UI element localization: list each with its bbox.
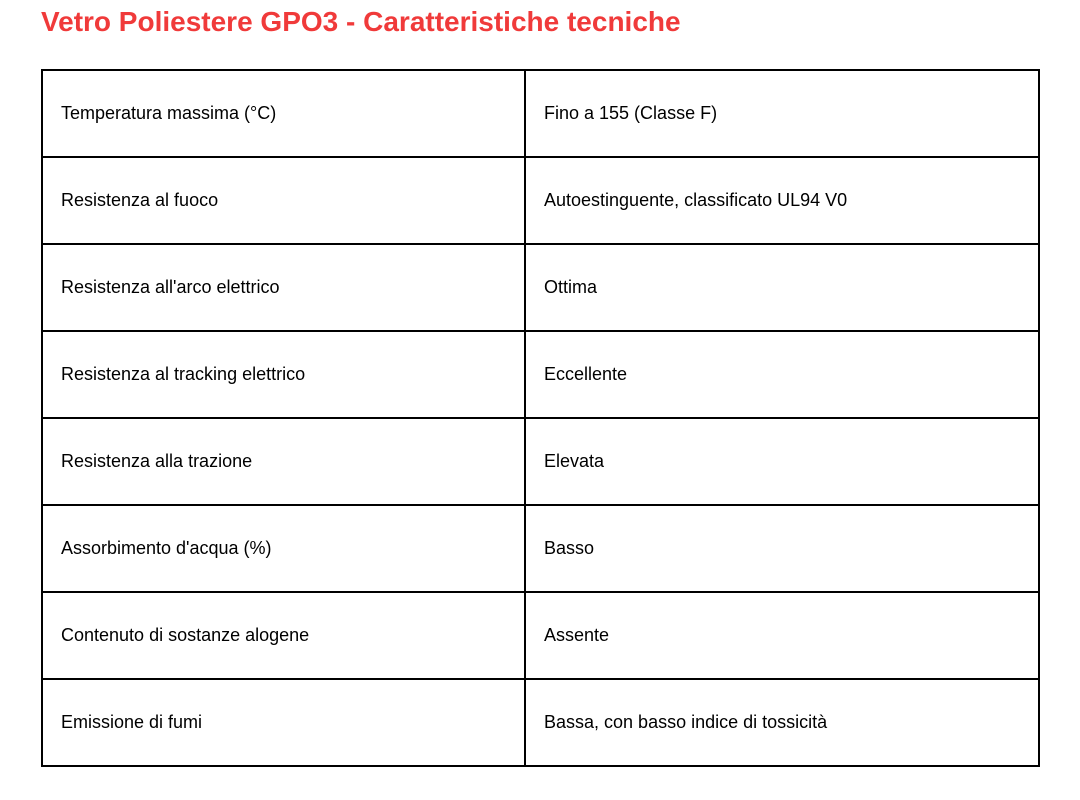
spec-property: Resistenza al tracking elettrico (42, 331, 525, 418)
spec-value: Elevata (525, 418, 1039, 505)
spec-value: Fino a 155 (Classe F) (525, 70, 1039, 157)
spec-value: Assente (525, 592, 1039, 679)
spec-value: Eccellente (525, 331, 1039, 418)
specs-table (41, 69, 1040, 767)
table-row (42, 157, 1039, 244)
spec-property: Resistenza all'arco elettrico (42, 244, 525, 331)
spec-property: Emissione di fumi (42, 679, 525, 766)
table-row (42, 418, 1039, 505)
table-row (42, 505, 1039, 592)
spec-property: Resistenza al fuoco (42, 157, 525, 244)
spec-value: Bassa, con basso indice di tossicità (525, 679, 1039, 766)
table-row (42, 592, 1039, 679)
spec-value: Ottima (525, 244, 1039, 331)
table-row (42, 244, 1039, 331)
spec-property: Temperatura massima (°C) (42, 70, 525, 157)
spec-property: Assorbimento d'acqua (%) (42, 505, 525, 592)
spec-property: Contenuto di sostanze alogene (42, 592, 525, 679)
spec-value: Autoestinguente, classificato UL94 V0 (525, 157, 1039, 244)
page-title: Vetro Poliestere GPO3 - Caratteristiche tecniche (41, 6, 681, 37)
spec-property: Resistenza alla trazione (42, 418, 525, 505)
spec-value: Basso (525, 505, 1039, 592)
table-row (42, 331, 1039, 418)
table-row (42, 70, 1039, 157)
table-row (42, 679, 1039, 766)
